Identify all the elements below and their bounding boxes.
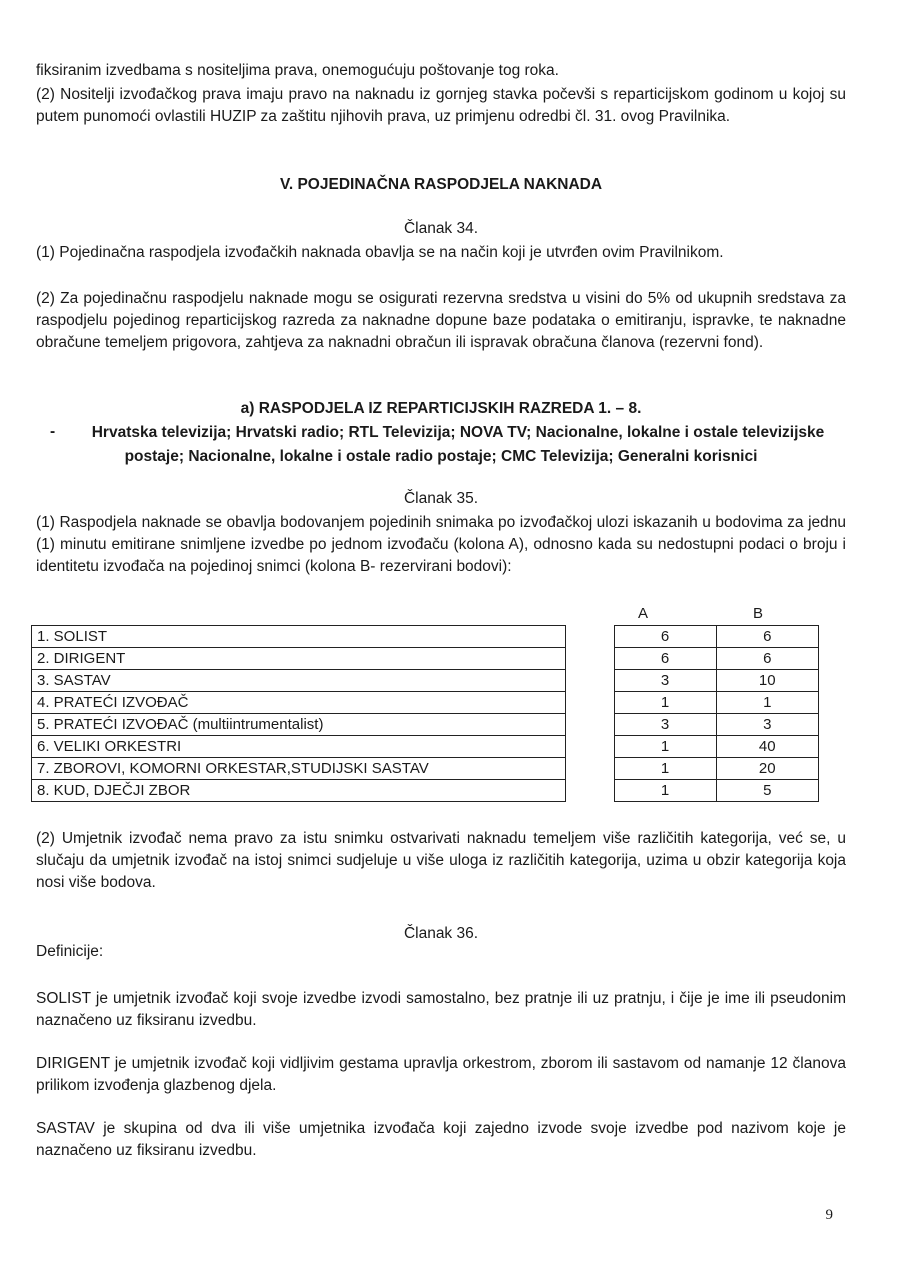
page-number: 9: [825, 1207, 833, 1223]
definition-solist: SOLIST je umjetnik izvođač koji svoje izvedbe izvodi samostalno, bez pratnje ili uz pratnju, i čije je ime ili pseudonim naznačeno uz fiksiranu izvedbu.: [36, 990, 846, 1029]
category-cell: 1. SOLIST: [32, 626, 566, 648]
points-a-cell: 3: [614, 714, 716, 736]
table-row: [32, 758, 819, 780]
points-b-cell: 6: [716, 626, 818, 648]
definition-dirigent: DIRIGENT je umjetnik izvođač koji vidljivim gestama upravlja orkestrom, zborom ili sastavom od namanje 12 članova prilikom izvođenja glazbenog djela.: [36, 1055, 846, 1094]
definition-sastav: SASTAV je skupina od dva ili više umjetnika izvođača koji zajedno izvode svoje izvedbe pod nazivom koje je naznačeno uz fiksiranu izvedbu.: [36, 1120, 846, 1159]
intro-paragraph-2: (2) Nositelji izvođačkog prava imaju pravo na naknadu iz gornjeg stavka počevši s reparticijskom godinom u kojoj su putem punomoći ovlastili HUZIP za zaštitu njihovih prava, uz primjenu odredbi čl. 31. ovog Pravilnika.: [36, 86, 846, 125]
category-cell: 6. VELIKI ORKESTRI: [32, 736, 566, 758]
category-cell: 3. SASTAV: [32, 670, 566, 692]
article-34-paragraph-2: (2) Za pojedinačnu raspodjelu naknade mogu se osigurati rezervna sredstva u visini do 5% od ukupnih sredstava za raspodjelu pojedinog reparticijskog razreda za naknadne dopune baze podataka o emitiranju, ispravke, te naknadne obračune temeljem prigovora, zahtjeva za naknadni obračun ili ispravak obračuna članova (rezervni fond).: [36, 290, 846, 351]
points-table: [31, 625, 819, 802]
table-row: [32, 692, 819, 714]
points-a-cell: 6: [614, 626, 716, 648]
table-gap: [565, 648, 614, 670]
table-gap: [565, 626, 614, 648]
table-row: [32, 780, 819, 802]
article-35-paragraph-1: (1) Raspodjela naknade se obavlja bodovanjem pojedinih snimaka po izvođačkoj ulozi iskazanih u bodovima za jednu (1) minutu emitirane snimljene izvedbe po jednom izvođaču (kolona A), odnosno kada su nedostupni podaci o broju i identitetu izvođača na pojedinoj snimci (kolona B- rezervirani bodovi):: [36, 514, 846, 575]
category-cell: 8. KUD, DJEČJI ZBOR: [32, 780, 566, 802]
points-b-cell: 6: [716, 648, 818, 670]
section-title: V. POJEDINAČNA RASPODJELA NAKNADA: [279, 176, 603, 193]
table-row: [32, 626, 819, 648]
table-row: [32, 736, 819, 758]
article-35-paragraph-2: (2) Umjetnik izvođač nema pravo za istu snimku ostvarivati naknadu temeljem više različitih kategorija, već se, u slučaju da umjetnik izvođač na istoj snimci sudjeluje u više uloga iz različitih kategorija, uzima u obzir kategorija koja nosi više bodova.: [36, 830, 846, 891]
subsection-broadcasters-line-2: postaje; Nacionalne, lokalne i ostale radio postaje; CMC Televizija; Generalni korisnici: [124, 448, 758, 465]
points-b-cell: 40: [716, 736, 818, 758]
table-gap: [565, 670, 614, 692]
points-a-cell: 1: [614, 736, 716, 758]
points-a-cell: 1: [614, 692, 716, 714]
definitions-label: Definicije:: [36, 943, 104, 960]
list-dash: -: [50, 423, 56, 440]
subsection-broadcasters-line-1: Hrvatska televizija; Hrvatski radio; RTL Televizija; NOVA TV; Nacionalne, lokalne i ostale televizijske: [91, 424, 825, 441]
table-row: [32, 670, 819, 692]
points-a-cell: 1: [614, 758, 716, 780]
subsection-title: a) RASPODJELA IZ REPARTICIJSKIH RAZREDA 1. – 8.: [240, 400, 642, 417]
category-cell: 2. DIRIGENT: [32, 648, 566, 670]
points-b-cell: 1: [716, 692, 818, 714]
article-36-title: Članak 36.: [403, 925, 479, 942]
points-b-cell: 20: [716, 758, 818, 780]
table-gap: [565, 692, 614, 714]
table-gap: [565, 736, 614, 758]
intro-line: fiksiranim izvedbama s nositeljima prava, onemogućuju poštovanje tog roka.: [36, 62, 559, 79]
article-34-title: Članak 34.: [403, 220, 479, 237]
article-35-title: Članak 35.: [403, 490, 479, 507]
points-b-cell: 10: [716, 670, 818, 692]
points-a-cell: 3: [614, 670, 716, 692]
table-row: [32, 714, 819, 736]
column-a-header: A: [638, 605, 649, 622]
points-b-cell: 3: [716, 714, 818, 736]
points-a-cell: 1: [614, 780, 716, 802]
category-cell: 7. ZBOROVI, KOMORNI ORKESTAR,STUDIJSKI SASTAV: [32, 758, 566, 780]
table-gap: [565, 780, 614, 802]
table-row: [32, 648, 819, 670]
table-gap: [565, 758, 614, 780]
category-cell: 4. PRATEĆI IZVOĐAČ: [32, 692, 566, 714]
points-a-cell: 6: [614, 648, 716, 670]
category-cell: 5. PRATEĆI IZVOĐAČ (multiintrumentalist): [32, 714, 566, 736]
article-34-paragraph-1: (1) Pojedinačna raspodjela izvođačkih naknada obavlja se na način koji je utvrđen ovim Pravilnikom.: [36, 244, 724, 261]
column-b-header: B: [753, 605, 764, 622]
points-b-cell: 5: [716, 780, 818, 802]
table-gap: [565, 714, 614, 736]
